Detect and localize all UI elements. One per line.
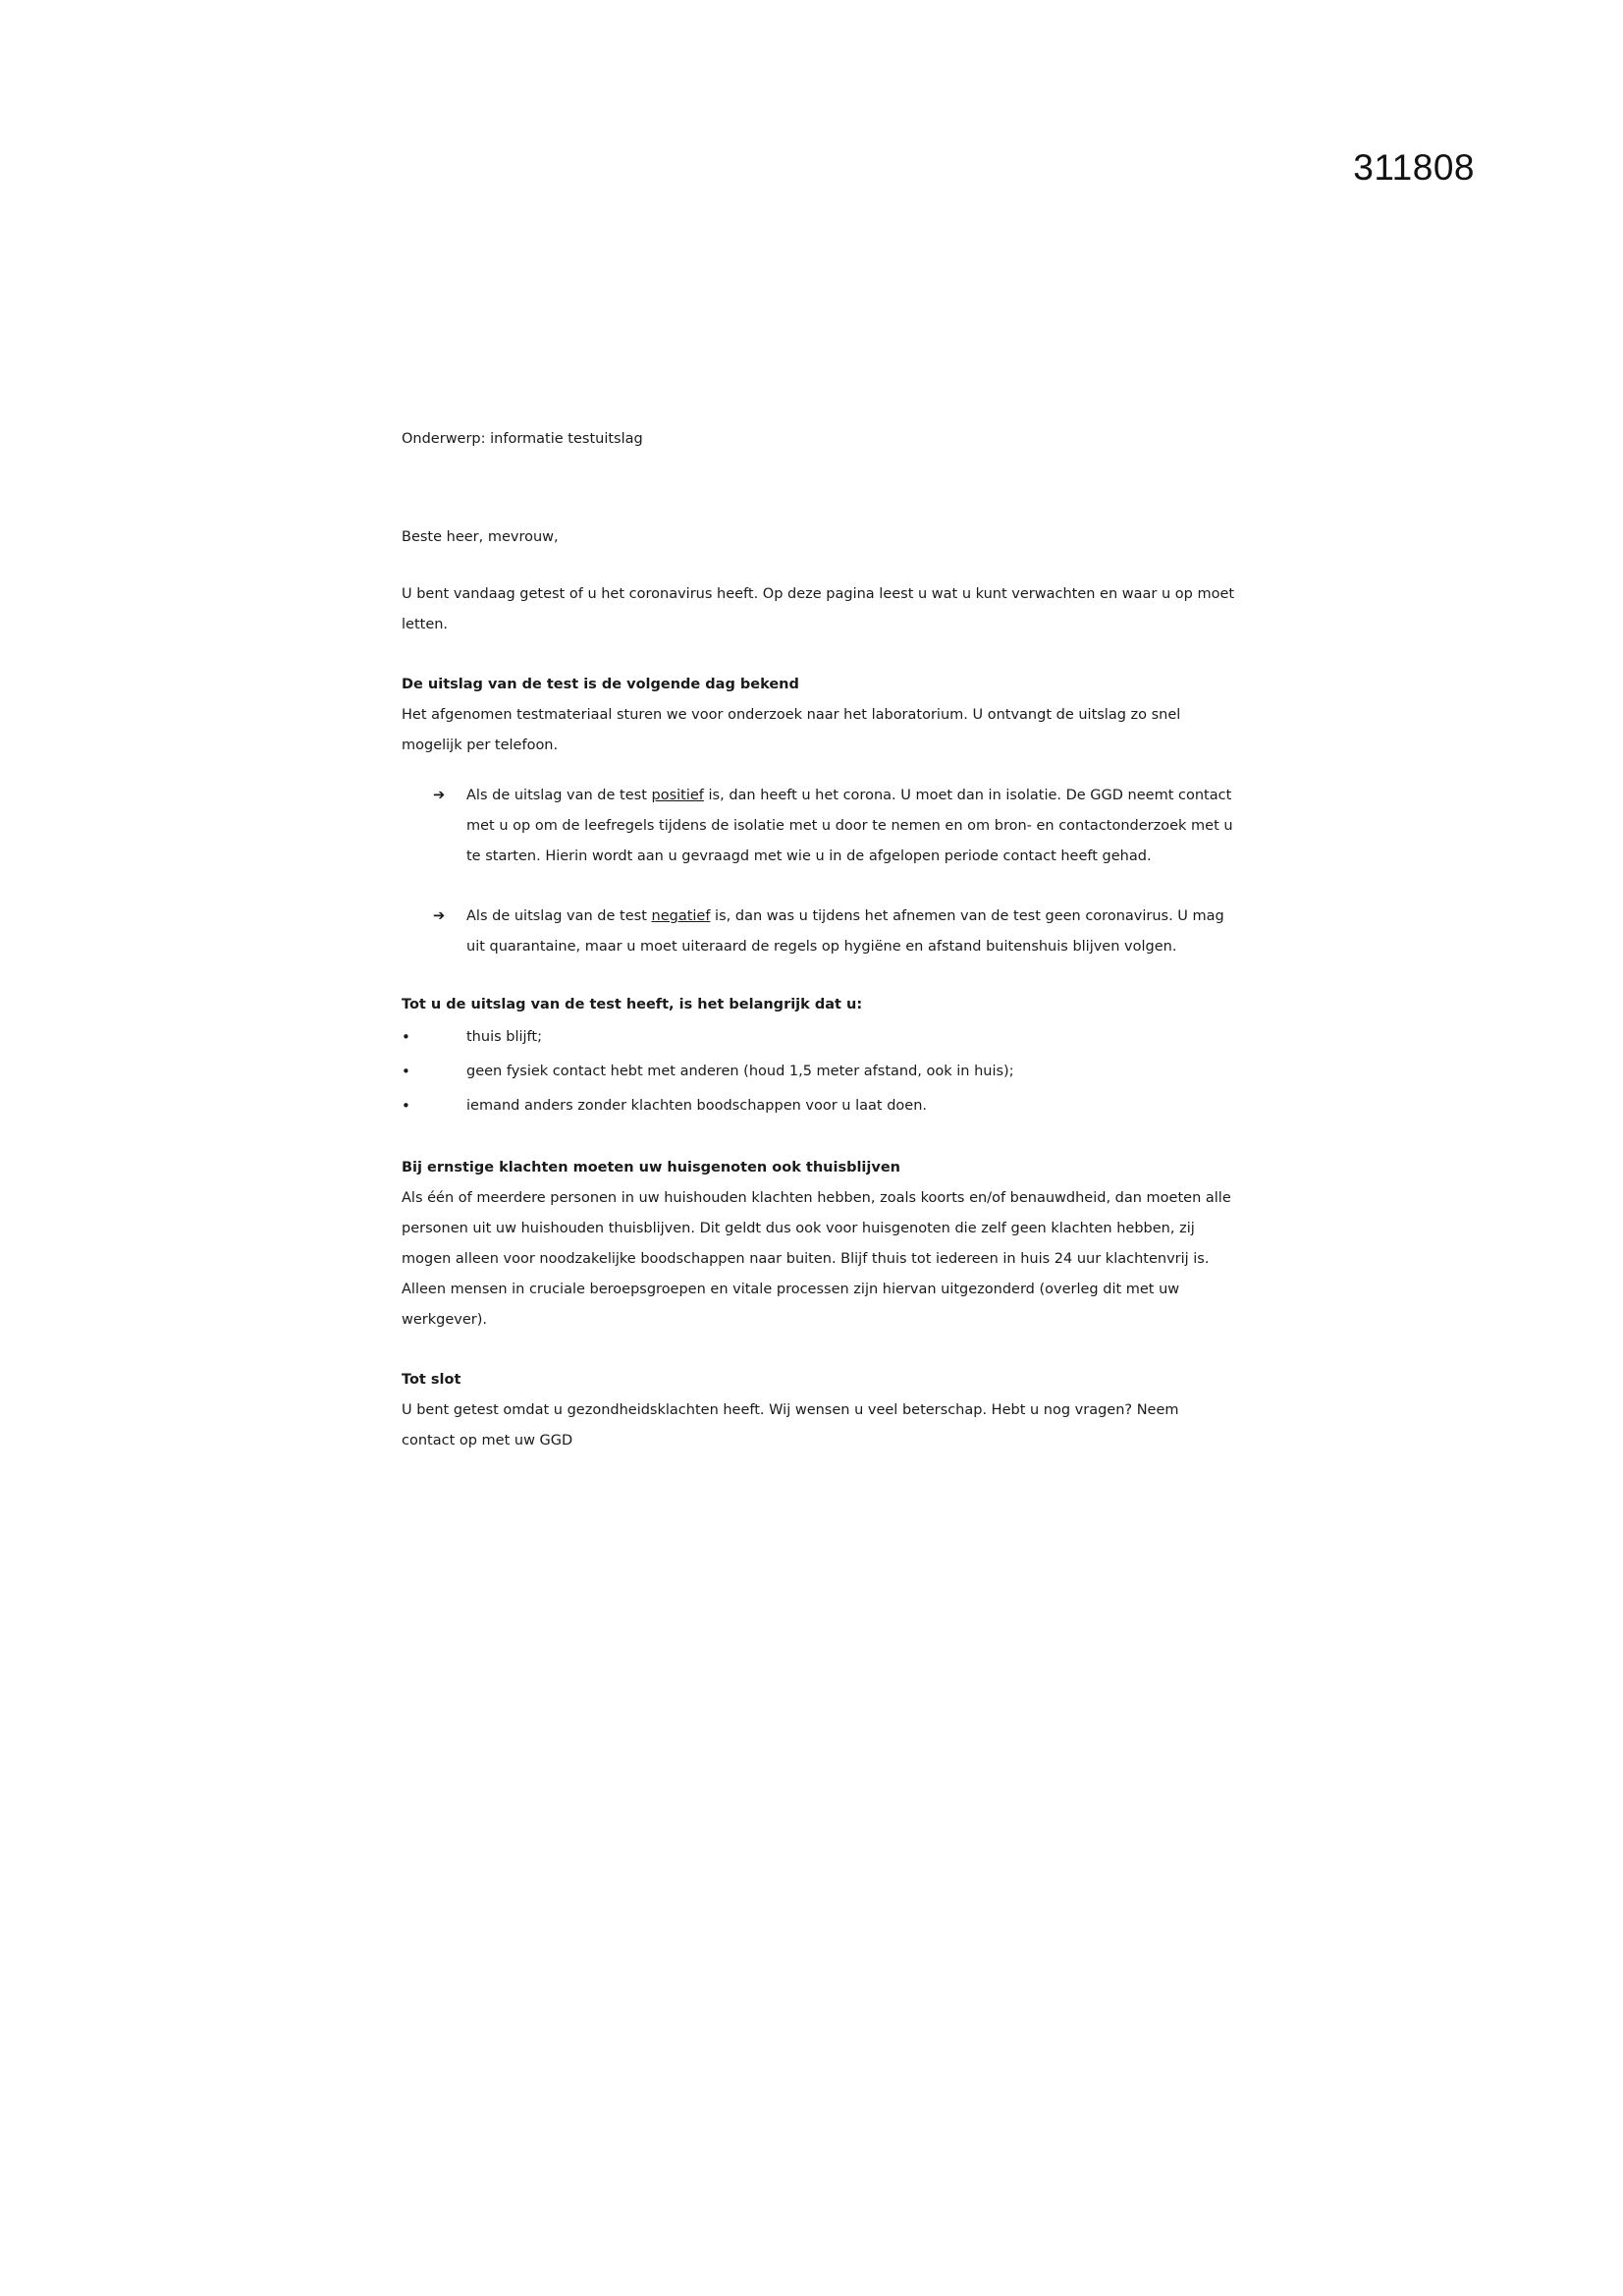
- instruction-list: [402, 1020, 1236, 1123]
- salutation: Beste heer, mevrouw,: [402, 529, 559, 545]
- result-heading: De uitslag van de test is de volgende dag bekend: [402, 677, 799, 692]
- arrow-right-icon: ➔: [433, 788, 446, 803]
- outcome-negative: [402, 902, 1236, 962]
- outcome-keyword-negative: negatief: [651, 908, 711, 924]
- result-section: [402, 670, 1236, 761]
- bullet-icon: •: [402, 1028, 410, 1046]
- until-section: [402, 990, 1236, 1123]
- closing-heading: Tot slot: [402, 1372, 461, 1388]
- outcome-positive: [402, 781, 1236, 872]
- household-section: [402, 1153, 1236, 1336]
- outcome-text-after: is, dan was u tijdens het afnemen van de test geen coronavirus. U mag uit quarantaine, maar u moet uiteraard de regels op hygiëne en afstand buitenshuis blijven volgen.: [466, 908, 1224, 955]
- outcome-keyword-positive: positief: [651, 788, 704, 803]
- outcome-text-before: Als de uitslag van de test: [466, 908, 652, 924]
- list-item: [402, 1055, 1236, 1089]
- list-item: [402, 1020, 1236, 1055]
- closing-section: [402, 1365, 1236, 1456]
- letter-body: [402, 424, 1236, 1456]
- list-item-text: thuis blijft;: [466, 1029, 542, 1045]
- list-item: [402, 1089, 1236, 1123]
- household-paragraph: Als één of meerdere personen in uw huishouden klachten hebben, zoals koorts en/of benauwdheid, dan moeten alle personen uit uw huishouden thuisblijven. Dit geldt dus ook voor huisgenoten die zelf geen klachten hebben, zij mogen alleen voor noodzakelijke boodschappen naar buiten. Blijf thuis tot iedereen in huis 24 uur klachtenvrij is. Alleen mensen in cruciale beroepsgroepen en vitale processen zijn hiervan uitgezonderd (overleg dit met uw werkgever).: [402, 1190, 1231, 1328]
- household-heading: Bij ernstige klachten moeten uw huisgenoten ook thuisblijven: [402, 1160, 900, 1175]
- list-item-text: iemand anders zonder klachten boodschappen voor u laat doen.: [466, 1098, 927, 1114]
- closing-paragraph: U bent getest omdat u gezondheidsklachten heeft. Wij wensen u veel beterschap. Hebt u nog vragen? Neem contact op met uw GGD: [402, 1402, 1179, 1449]
- until-heading: Tot u de uitslag van de test heeft, is het belangrijk dat u:: [402, 997, 863, 1012]
- subject-line: Onderwerp: informatie testuitslag: [402, 431, 643, 447]
- bullet-icon: •: [402, 1097, 410, 1115]
- arrow-right-icon: ➔: [433, 908, 446, 924]
- outcome-text-before: Als de uitslag van de test: [466, 788, 652, 803]
- result-paragraph: Het afgenomen testmateriaal sturen we voor onderzoek naar het laboratorium. U ontvangt de uitslag zo snel mogelijk per telefoon.: [402, 707, 1181, 753]
- outcome-list: [402, 781, 1236, 962]
- document-number: 311808: [1353, 147, 1475, 188]
- outcome-text-after: is, dan heeft u het corona. U moet dan in isolatie. De GGD neemt contact met u op om de leefregels tijdens de isolatie met u door te nemen en om bron- en contactonderzoek met u te starten. Hierin wordt aan u gevraagd met wie u in de afgelopen periode contact heeft gehad.: [466, 788, 1233, 864]
- bullet-icon: •: [402, 1063, 410, 1080]
- list-item-text: geen fysiek contact hebt met anderen (houd 1,5 meter afstand, ook in huis);: [466, 1064, 1014, 1079]
- intro-paragraph: U bent vandaag getest of u het coronavirus heeft. Op deze pagina leest u wat u kunt verwachten en waar u op moet letten.: [402, 586, 1235, 632]
